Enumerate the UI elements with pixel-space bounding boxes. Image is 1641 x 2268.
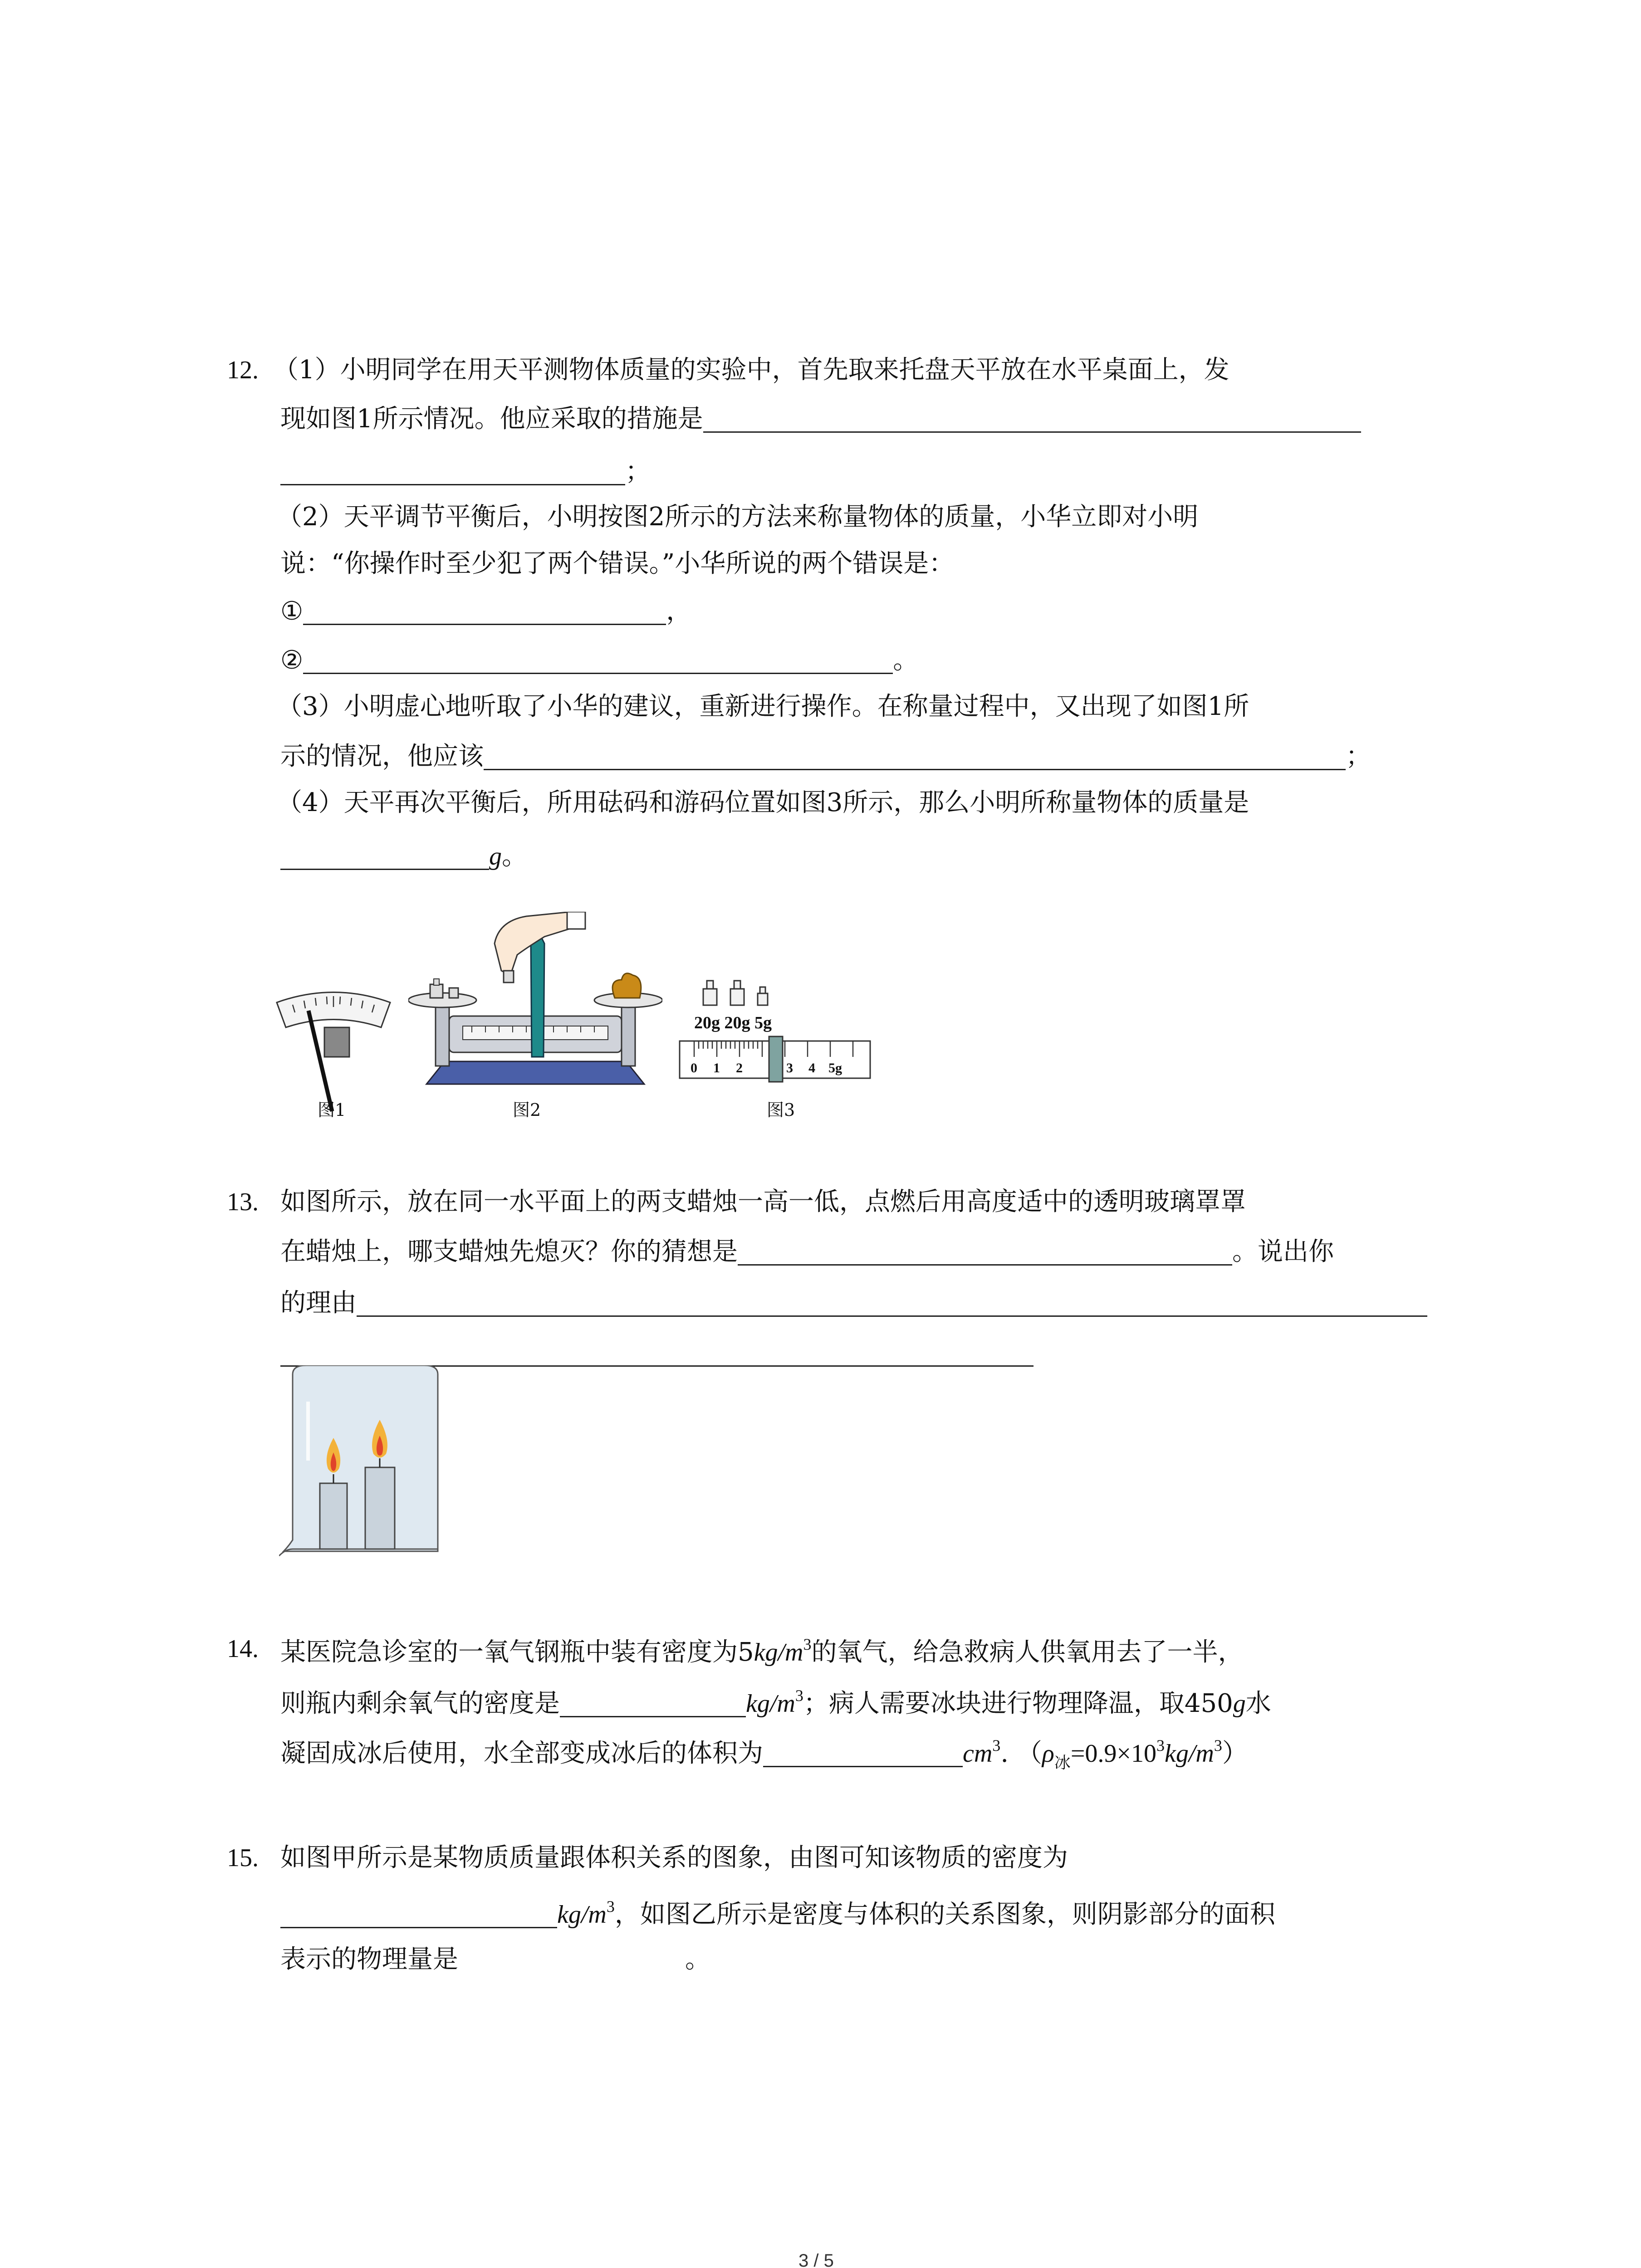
q12-blank-measure-cont[interactable] [280, 459, 625, 485]
figure-2-caption: 图2 [513, 1100, 541, 1120]
q12-line2 [280, 406, 1361, 433]
q12-blank-measure[interactable] [703, 407, 1361, 433]
q12-blank-error2[interactable] [303, 648, 893, 674]
figure-1-caption: 图1 [318, 1100, 346, 1120]
q14-sup3-2: 3 [795, 1686, 803, 1705]
q14-rho-sub: 冰 [1054, 1754, 1071, 1772]
q13-line3 [280, 1290, 1427, 1317]
q14-line3-c: =0.9×10 [1070, 1740, 1156, 1768]
q12-line2-text: 现如图1所示情况。他应采取的措施是 [280, 404, 703, 434]
q12-line9-end: ； [1346, 742, 1371, 771]
q15-line3 [280, 1947, 710, 1972]
q14-number: 14. [227, 1635, 259, 1663]
q12-line1: （1）小明同学在用天平测物体质量的实验中，首先取来托盘天平放在水平桌面上，发 [273, 355, 1230, 385]
q12-item2-end: 。 [893, 645, 919, 675]
q13-line4 [280, 1340, 1034, 1367]
figure-3-tick-0: 0 [691, 1061, 697, 1075]
q13-number: 13. [227, 1188, 259, 1216]
q14-line3-d: ） [1222, 1739, 1248, 1768]
q14-line2-c: 水 [1245, 1689, 1271, 1718]
q14-unit-cm: cm [963, 1740, 993, 1768]
figure-3-tick-5: 5g [828, 1061, 842, 1075]
q14-sup3-4: 3 [1156, 1736, 1165, 1755]
q14-line3-b: . （ [1000, 1739, 1042, 1768]
q14-line3 [280, 1737, 1248, 1771]
q12-blank-should[interactable] [484, 744, 1346, 770]
figure-3-tick-2: 2 [736, 1061, 743, 1075]
page-number: 3 / 5 [798, 2251, 834, 2268]
q14-unit-kg: kg [754, 1638, 778, 1667]
q15-line1: 如图甲所示是某物质质量跟体积关系的图象，由图可知该物质的密度为 [280, 1843, 1068, 1872]
figure-3-weights-label: 20g 20g 5g [694, 1013, 772, 1032]
q14-line1-b: 的氧气，给急救病人供氧用去了一半， [811, 1637, 1244, 1667]
figure-3-tick-4: 4 [808, 1061, 815, 1075]
q12-item1-end: ， [666, 596, 692, 626]
q14-blank-density[interactable] [560, 1691, 746, 1717]
q14-line2 [280, 1687, 1271, 1717]
q15-line3-text: 表示的物理量是 [280, 1945, 458, 1974]
q15-line2-rest: ，如图乙所示是密度与体积的关系图象，则阴影部分的面积 [614, 1900, 1275, 1929]
q14-unit-kg2: kg [746, 1690, 770, 1718]
candle-jar-figure [279, 1365, 451, 1565]
q14-blank-volume[interactable] [763, 1741, 963, 1767]
q14-line2-a: 则瓶内剩余氧气的密度是 [280, 1689, 560, 1718]
figure-3-tick-3: 3 [786, 1061, 793, 1075]
q12-line5: 说：“你操作时至少犯了两个错误。”小华所说的两个错误是： [280, 549, 955, 578]
q15-line3-end: 。 [685, 1945, 710, 1974]
q12-line4: （2）天平调节平衡后，小明按图2所示的方法来称量物体的质量，小华立即对小明 [277, 502, 1199, 532]
q14-line1 [280, 1636, 1244, 1665]
q14-sup3: 3 [803, 1635, 812, 1653]
q12-item1 [280, 596, 692, 626]
q14-unit-m: /m [778, 1638, 803, 1667]
figure-3-tick-1: 1 [713, 1061, 720, 1075]
q12-line8: （3）小明虚心地听取了小华的建议，重新进行操作。在称量过程中，又出现了如图1所 [277, 692, 1249, 721]
q14-sup3-3: 3 [992, 1736, 1001, 1755]
q15-unit: kg/m [557, 1901, 607, 1929]
q13-line2-b: 。说出你 [1232, 1237, 1334, 1266]
q15-blank-density[interactable] [280, 1902, 557, 1928]
q12-line9-text: 示的情况，他应该 [280, 742, 484, 771]
q12-number: 12. [227, 356, 259, 384]
q12-item2 [280, 645, 919, 675]
q13-blank-reason-cont[interactable] [280, 1341, 1034, 1367]
q12-line9 [280, 744, 1371, 770]
q14-line1-a: 某医院急诊室的一氧气钢瓶中装有密度为5 [280, 1637, 754, 1667]
q14-unit-m2: /m [769, 1690, 795, 1718]
q12-unit-g: g [489, 842, 502, 870]
q12-line11 [280, 841, 527, 871]
q12-line3-end: ； [625, 457, 651, 486]
q15-line2 [280, 1898, 1275, 1928]
q13-line3-text: 的理由 [280, 1288, 357, 1318]
q14-unit-kg3: kg [1164, 1740, 1189, 1768]
q14-line2-b: ；病人需要冰块进行物理降温，取450 [803, 1689, 1233, 1718]
q12-line11-end: 。 [502, 841, 527, 871]
q12-line10: （4）天平再次平衡后，所用砝码和游码位置如图3所示，那么小明所称量物体的质量是 [277, 788, 1249, 817]
q13-line2 [280, 1239, 1334, 1266]
q13-line1: 如图所示，放在同一水平面上的两支蜡烛一高一低，点燃后用高度适中的透明玻璃罩罩 [280, 1187, 1246, 1217]
q12-item1-mark: ① [280, 596, 304, 626]
figure-3-caption: 图3 [767, 1100, 795, 1120]
q15-sup3: 3 [606, 1897, 615, 1916]
q14-unit-g: g [1233, 1690, 1246, 1718]
q12-blank-error1[interactable] [303, 599, 666, 625]
q14-unit-m3: /m [1188, 1740, 1214, 1768]
figure-2-balance [408, 912, 662, 1093]
q14-sup3-5: 3 [1214, 1736, 1222, 1755]
q14-rho: ρ [1042, 1740, 1054, 1768]
q13-blank-guess[interactable] [738, 1240, 1232, 1266]
q13-line2-a: 在蜡烛上，哪支蜡烛先熄灭？你的猜想是 [280, 1237, 738, 1266]
q12-blank-mass[interactable] [280, 844, 489, 870]
q13-blank-reason[interactable] [357, 1291, 1427, 1317]
q12-line3 [280, 459, 651, 485]
q14-line3-a: 凝固成冰后使用，水全部变成冰后的体积为 [280, 1739, 763, 1768]
q12-item2-mark: ② [280, 645, 304, 675]
q15-number: 15. [227, 1844, 259, 1872]
